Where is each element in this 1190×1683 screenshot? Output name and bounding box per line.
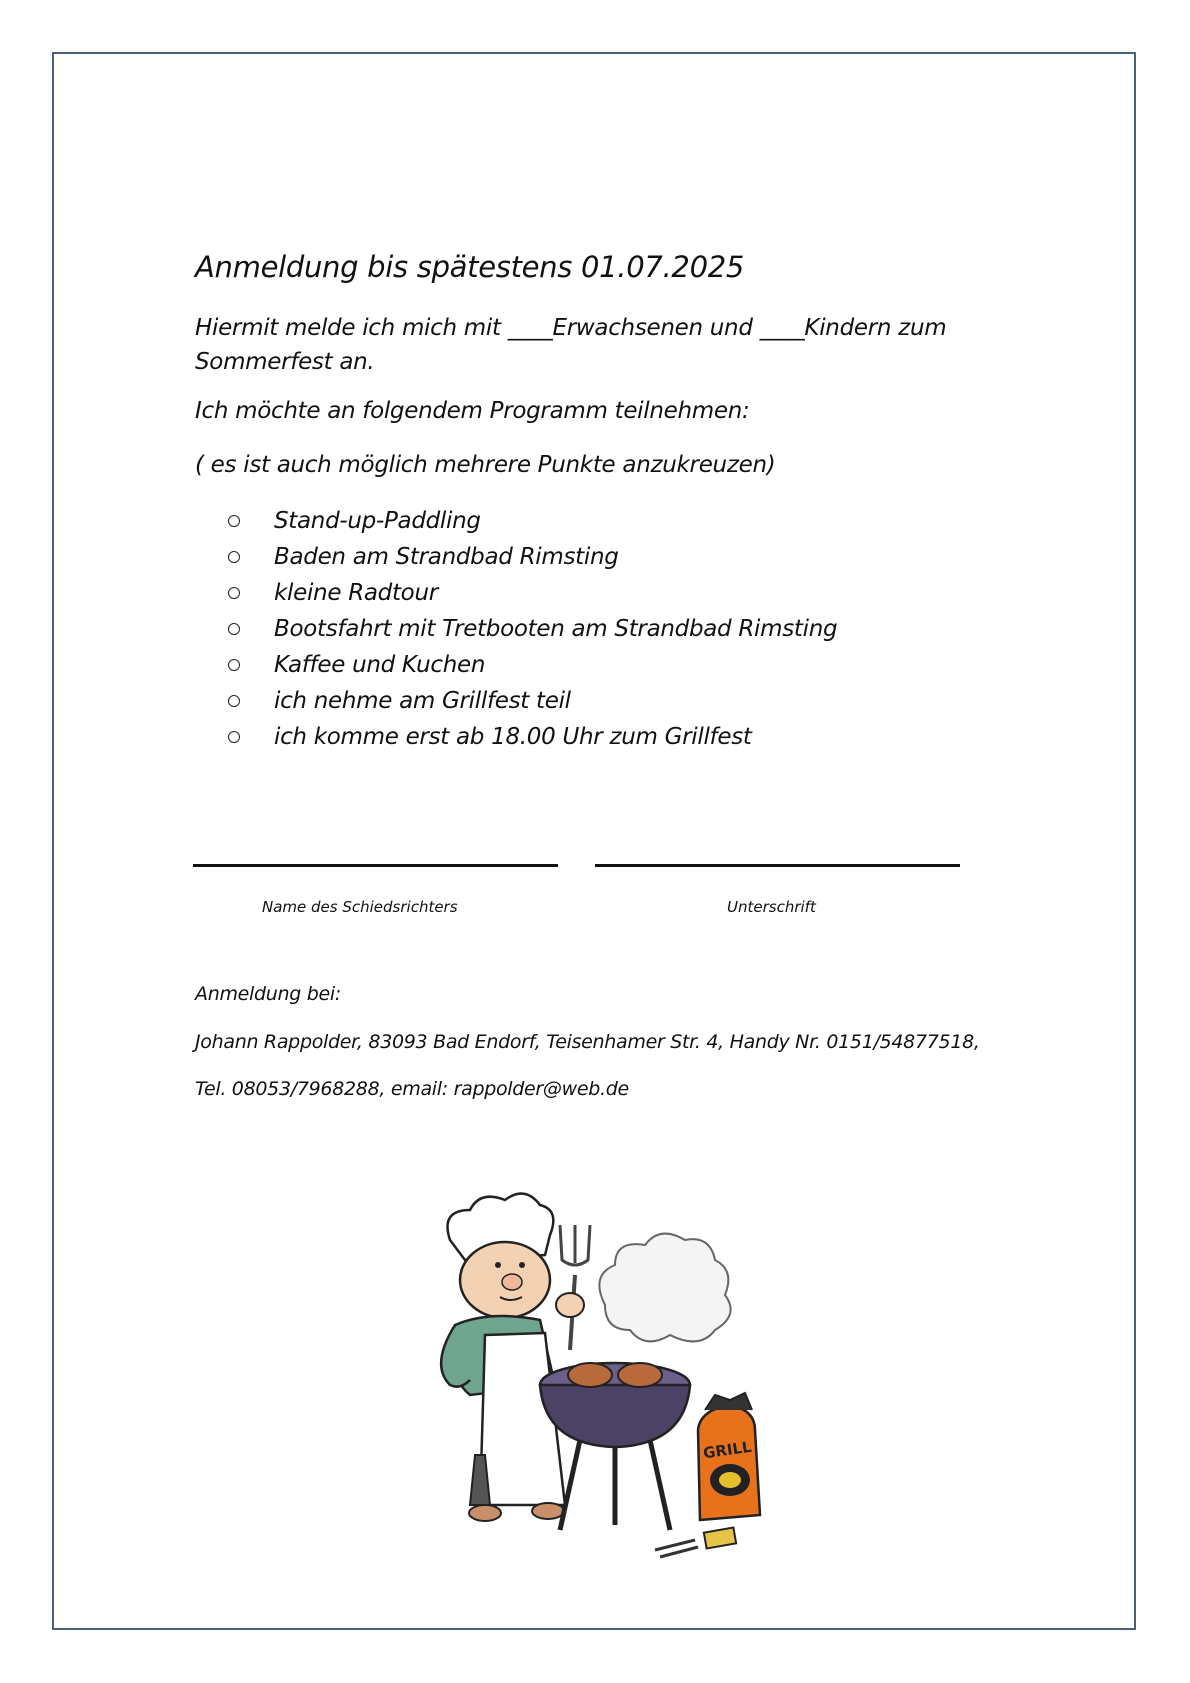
option-label: Baden am Strandbad Rimsting [274,544,619,570]
option-label: kleine Radtour [274,580,438,606]
name-signature-line[interactable] [193,864,558,867]
program-prompt: Ich möchte an folgendem Programm teilnehmen: [195,398,750,424]
contact-address: Johann Rappolder, 83093 Bad Endorf, Teisenhamer Str. 4, Handy Nr. 0151/54877518, [195,1031,980,1053]
option-label: Kaffee und Kuchen [274,652,486,678]
contact-phone-email: Tel. 08053/7968288, email: rappolder@web.de [195,1078,629,1100]
contact-label: Anmeldung bei: [195,983,341,1005]
checkbox-circle-icon[interactable] [228,731,240,743]
signature-line-label: Unterschrift [727,898,816,916]
program-options-list [228,503,837,755]
signature-line[interactable] [595,864,960,867]
option-label: Bootsfahrt mit Tretbooten am Strandbad Rimsting [274,616,838,642]
checkbox-circle-icon[interactable] [228,587,240,599]
option-item[interactable] [228,575,837,611]
option-label: ich komme erst ab 18.00 Uhr zum Grillfest [274,724,752,750]
grill-bag-label: GRILL [702,1437,753,1463]
checkbox-circle-icon[interactable] [228,659,240,671]
option-item[interactable] [228,719,837,755]
option-item[interactable] [228,503,837,539]
grill-chef-illustration [430,1185,820,1575]
option-label: Stand-up-Paddling [274,508,481,534]
option-item[interactable] [228,647,837,683]
option-item[interactable] [228,611,837,647]
option-item[interactable] [228,539,837,575]
checkbox-circle-icon[interactable] [228,695,240,707]
name-line-label: Name des Schiedsrichters [262,898,458,916]
checkbox-circle-icon[interactable] [228,515,240,527]
program-hint: ( es ist auch möglich mehrere Punkte anzukreuzen) [195,452,776,478]
registration-intro-text: Hiermit melde ich mich mit ____Erwachsenen und ____Kindern zum Sommerfest an. [195,315,947,375]
option-item[interactable] [228,683,837,719]
option-label: ich nehme am Grillfest teil [274,688,571,714]
registration-deadline-heading: Anmeldung bis spätestens 01.07.2025 [195,250,745,284]
checkbox-circle-icon[interactable] [228,623,240,635]
checkbox-circle-icon[interactable] [228,551,240,563]
